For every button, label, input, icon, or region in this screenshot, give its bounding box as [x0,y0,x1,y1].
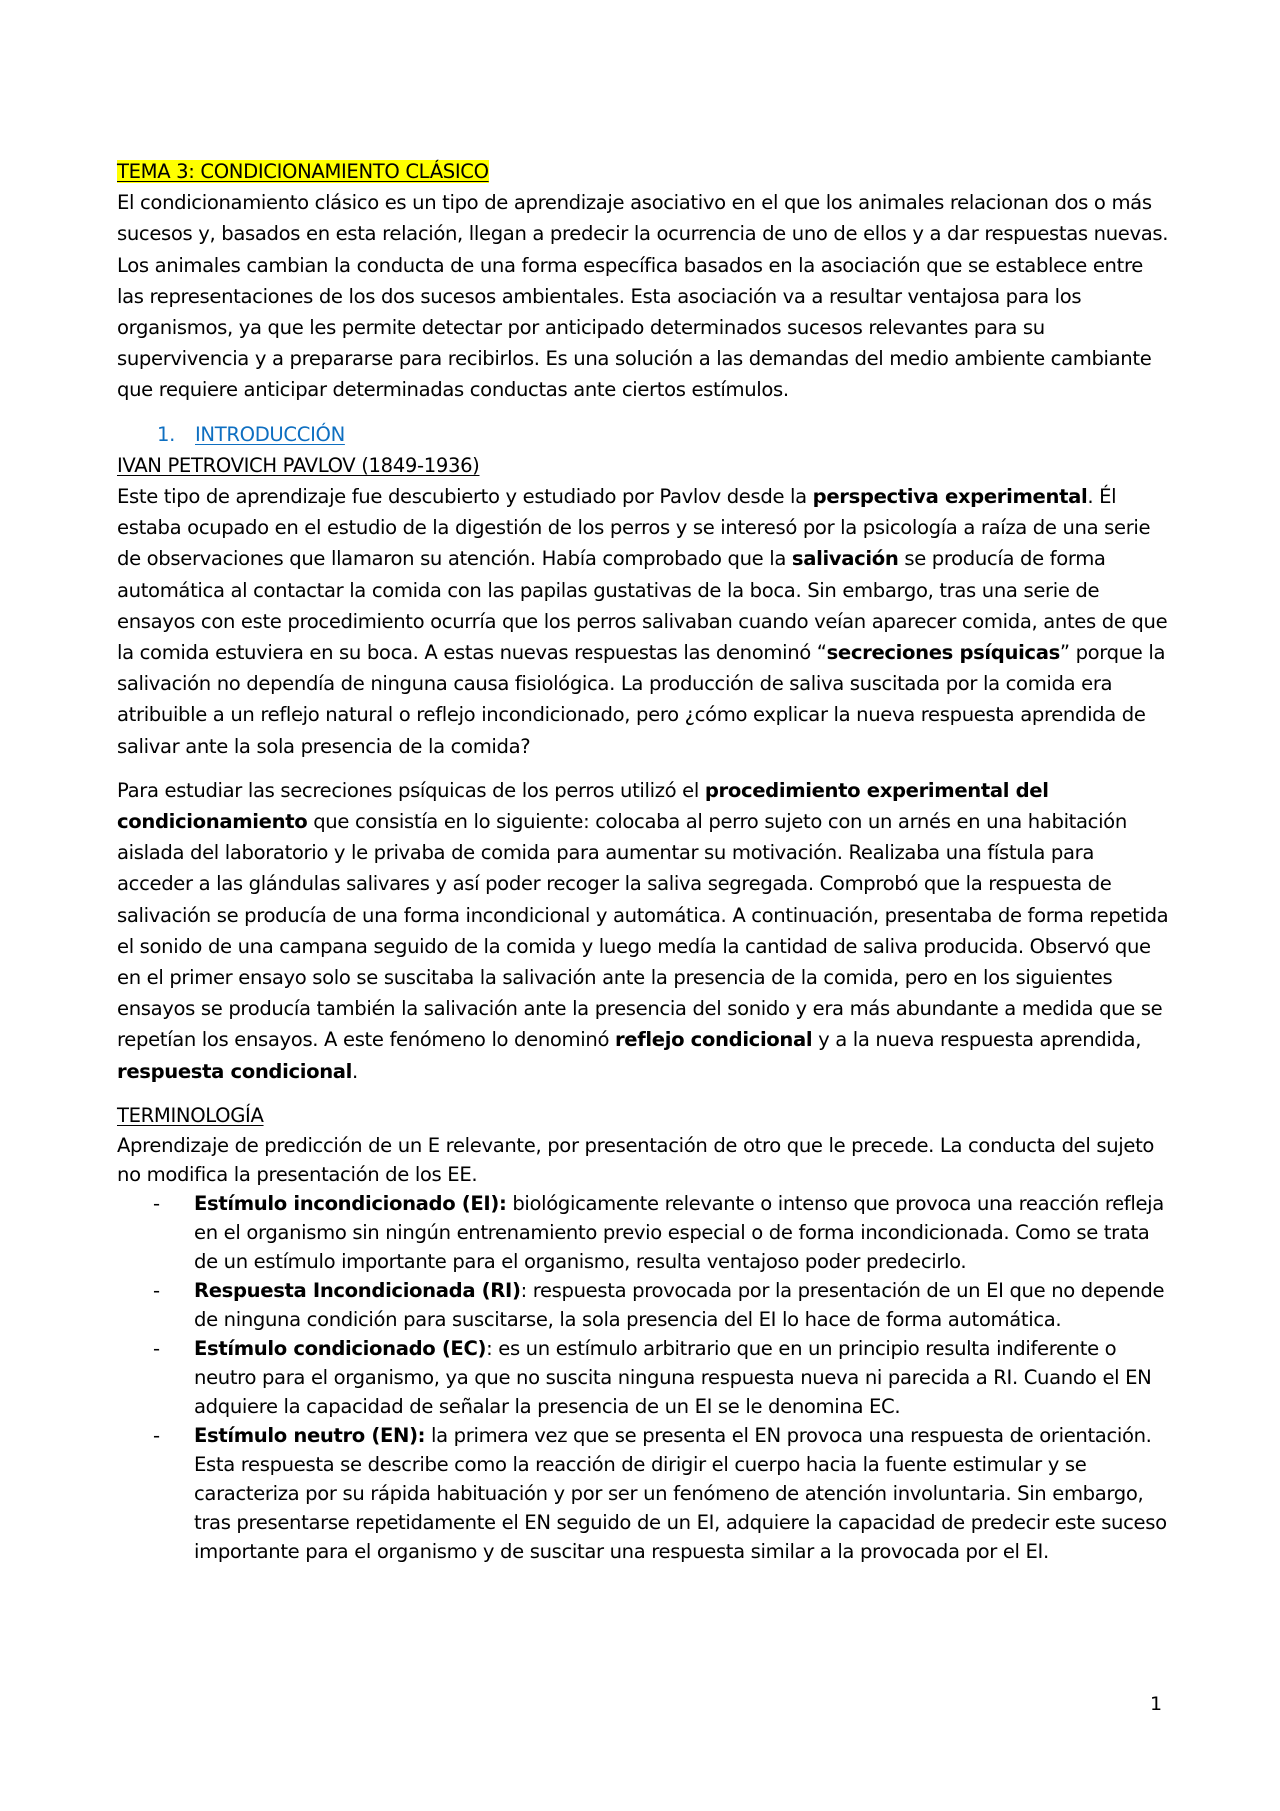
list-dash: - [153,1337,160,1361]
text-run: Para estudiar las secreciones psíquicas de los perros utilizó el [117,778,705,802]
bold-term: procedimiento experimental del condicionamiento [117,778,1049,834]
definition-text: : respuesta provocada por la presentación de un EI que no depende de ninguna condición para suscitarse, la sola presencia del EI lo hace de forma automática. [194,1279,1165,1332]
list-dash: - [153,1192,160,1216]
list-dash: - [153,1279,160,1303]
text-run: ” porque la salivación no dependía de ninguna causa fisiológica. La producción de saliva suscitada por la comida era atribuible a un reflejo natural o reflejo incondicionado, pero ¿cómo explicar la nueva respuesta aprendida de salivar ante la sola presencia de la comida? [117,641,1166,758]
document-title [117,156,1171,187]
section-label: INTRODUCCIÓN [195,422,345,446]
text-run: que consistía en lo siguiente: colocaba al perro sujeto con un arnés en una habitación aislada del laboratorio y le privaba de comida para aumentar su motivación. Realizaba una fístula para acceder a las glándulas salivares y así poder recoger la saliva segregada. Comprobó que la respuesta de salivación se producía de una forma incondicional y automática. A continuación, presentaba de forma repetida el sonido de una campana seguido de la comida y luego medía la cantidad de saliva producida. Observó que en el primer ensayo solo se suscitaba la salivación ante la presencia de la comida, pero en los siguientes ensayos se producía también la salivación ante la presencia del sonido y era más abundante a medida que se repetían los ensayos. A este fenómeno lo denominó [117,810,1169,1052]
list-item [117,1421,1171,1566]
terminology-intro: Aprendizaje de predicción de un E relevante, por presentación de otro que le precede. La conducta del sujeto no modifica la presentación de los EE. [117,1134,1155,1187]
definition-text: biológicamente relevante o intenso que provoca una reacción refleja en el organismo sin ningún entrenamiento previo especial o de forma incondicionada. Como se trata de un estímulo importante para el organismo, resulta ventajoso poder predecirlo. [194,1192,1164,1274]
definition-text: la primera vez que se presenta el EN provoca una respuesta de orientación. Esta respuesta se describe como la reacción de dirigir el cuerpo hacia la fuente estimular y se caracteriza por su rápida habituación y por ser un fenómeno de atención involuntaria. Sin embargo, tras presentarse repetidamente el EN seguido de un EI, adquiere la capacidad de predecir este suceso importante para el organismo y de suscitar una respuesta similar a la provocada por el EI. [194,1424,1167,1564]
list-dash: - [153,1424,160,1448]
definition-term: Respuesta Incondicionada (RI) [194,1279,521,1303]
list-item [117,1189,1171,1276]
section-number: 1. [157,422,175,446]
definition-term: Estímulo condicionado (EC) [194,1337,487,1361]
definition-term: Estímulo incondicionado (EI): [194,1192,507,1216]
definitions-list [117,1189,1171,1566]
section-heading-introduccion [117,419,1171,450]
list-item [117,1276,1171,1334]
bold-term: secreciones psíquicas [826,641,1060,665]
definition-text: : es un estímulo arbitrario que en un principio resulta indiferente o neutro para el organismo, ya que no suscita ninguna respuesta nueva ni parecida a RI. Cuando el EN adquiere la capacidad de señalar la presencia de un EI se le denomina EC. [194,1337,1152,1419]
text-run: se producía de forma automática al contactar la comida con las papilas gustativas de la boca. Sin embargo, tras una serie de ensayos con este procedimiento ocurría que los perros salivaban cuando veían aparecer comida, antes de que la comida estuviera en su boca. A estas nuevas respuestas las denominó “ [117,547,1168,665]
pavlov-paragraph-2 [117,775,1171,1087]
document-body [117,156,1171,1566]
pavlov-paragraph-1 [117,481,1171,762]
bold-term: perspectiva experimental [812,485,1088,509]
page-number: 1 [1150,1693,1163,1715]
pavlov-heading: IVAN PETROVICH PAVLOV (1849-1936) [117,453,480,477]
bold-term: salivación [791,547,899,571]
terminology-heading: TERMINOLOGÍA [117,1103,264,1127]
text-run: . [352,1059,358,1083]
text-run: Este tipo de aprendizaje fue descubierto y estudiado por Pavlov desde la [117,485,813,509]
text-run: y a la nueva respuesta aprendida, [812,1028,1142,1052]
bold-term: respuesta condicional [117,1059,353,1083]
definition-term: Estímulo neutro (EN): [194,1424,426,1448]
document-title-text: TEMA 3: CONDICIONAMIENTO CLÁSICO [117,160,489,183]
intro-paragraph: El condicionamiento clásico es un tipo de aprendizaje asociativo en el que los animales relacionan dos o más sucesos y, basados en esta relación, llegan a predecir la ocurrencia de uno de ellos y a dar respuestas nuevas. Los animales cambian la conducta de una forma específica basados en la asociación que se establece entre las representaciones de los dos sucesos ambientales. Esta asociación va a resultar ventajosa para los organismos, ya que les permite detectar por anticipado determinados sucesos relevantes para su supervivencia y a prepararse para recibirlos. Es una solución a las demandas del medio ambiente cambiante que requiere anticipar determinadas conductas ante ciertos estímulos. [117,191,1169,402]
text-run: . Él estaba ocupado en el estudio de la digestión de los perros y se interesó por la psicología a raíza de una serie de observaciones que llamaron su atención. Había comprobado que la [117,485,1151,571]
bold-term: reflejo condicional [614,1028,813,1052]
list-item [117,1334,1171,1421]
